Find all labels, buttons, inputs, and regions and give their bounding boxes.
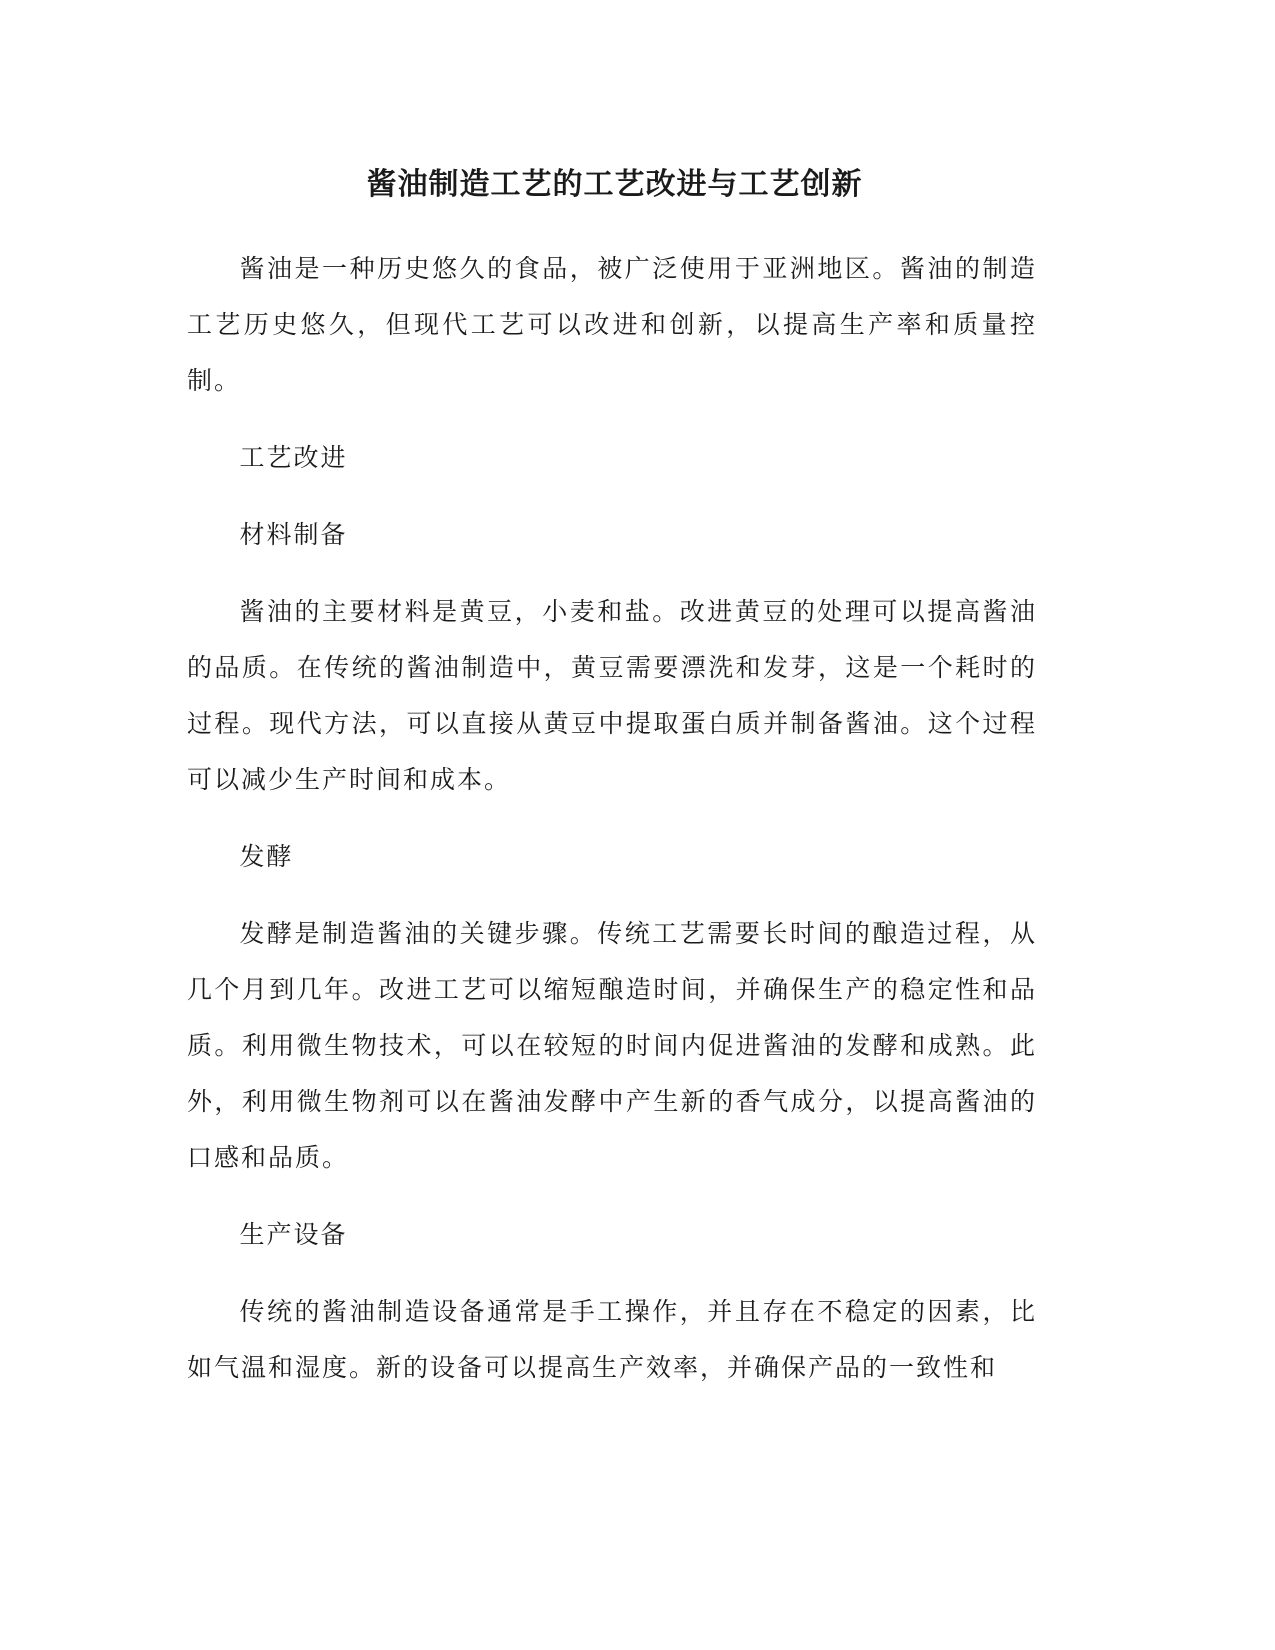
subsection-body-materials: 酱油的主要材料是黄豆，小麦和盐。改进黄豆的处理可以提高酱油的品质。在传统的酱油制造中，黄豆需要漂洗和发芽，这是一个耗时的过程。现代方法，可以直接从黄豆中提取蛋白质并制备酱油。这个过程可以减少生产时间和成本。	[187, 597, 1037, 794]
document-title: 酱油制造工艺的工艺改进与工艺创新	[366, 167, 863, 202]
subsection-heading-materials: 材料制备	[239, 520, 348, 549]
subsection-heading-equipment: 生产设备	[239, 1220, 348, 1249]
subsection-body-equipment: 传统的酱油制造设备通常是手工操作，并且存在不稳定的因素，比如气温和湿度。新的设备可以提高生产效率，并确保产品的一致性和	[187, 1297, 1037, 1382]
subsection-body-fermentation: 发酵是制造酱油的关键步骤。传统工艺需要长时间的酿造过程，从几个月到几年。改进工艺可以缩短酿造时间，并确保生产的稳定性和品质。利用微生物技术，可以在较短的时间内促进酱油的发酵和成熟。此外，利用微生物剂可以在酱油发酵中产生新的香气成分，以提高酱油的口感和品质。	[187, 919, 1037, 1172]
subsection-heading-fermentation: 发酵	[239, 842, 294, 871]
intro-paragraph: 酱油是一种历史悠久的食品，被广泛使用于亚洲地区。酱油的制造工艺历史悠久，但现代工艺可以改进和创新，以提高生产率和质量控制。	[187, 254, 1037, 395]
section-heading-process-improvement: 工艺改进	[239, 443, 348, 472]
